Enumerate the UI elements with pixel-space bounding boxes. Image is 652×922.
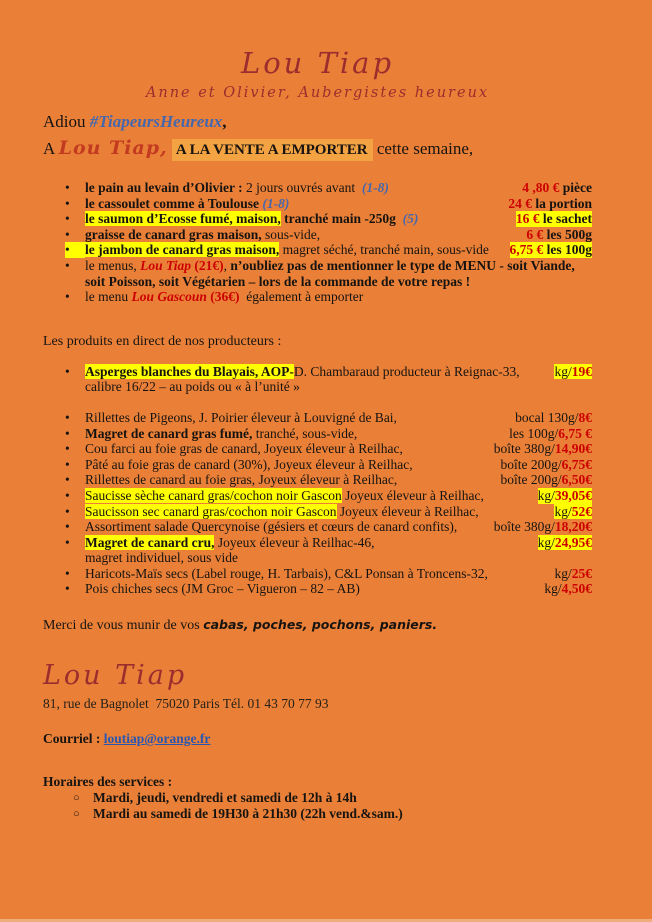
- text-segment: le pain au levain d’Olivier :: [85, 180, 243, 195]
- text-segment: Lou Tiap: [140, 257, 192, 273]
- text-segment: 16 €: [515, 211, 543, 227]
- bullet-icon: •: [65, 409, 70, 425]
- text-segment: également à emporter: [239, 289, 364, 305]
- bullet-icon: •: [65, 425, 70, 441]
- item-text: [85, 180, 516, 196]
- text-segment: kg/: [554, 565, 572, 581]
- bullet-icon: •: [65, 226, 70, 242]
- text-segment: A LA VENTE A EMPORTER: [172, 139, 373, 161]
- text-segment: les 100g/: [509, 425, 559, 441]
- bullet-icon: •: [65, 487, 70, 503]
- text-segment: Saucisse sèche canard gras/cochon noir Gascon: [85, 487, 342, 503]
- text-segment: bocal 130g/: [515, 409, 579, 425]
- text-segment: Magret de canard gras fumé,: [85, 425, 253, 441]
- price: [554, 364, 592, 380]
- item-text: [85, 457, 495, 473]
- text-segment: 25€: [571, 565, 592, 581]
- text-segment: kg/: [554, 503, 572, 519]
- price: [501, 472, 593, 488]
- text-segment: 24 €: [508, 195, 536, 211]
- text-segment: la portion: [535, 195, 592, 211]
- list-item: [43, 211, 592, 227]
- text-segment: 8€: [578, 409, 592, 425]
- text-segment: #TiapeursHeureux: [89, 112, 223, 131]
- text-segment: Pâté au foie gras de canard (30%), Joyeux éleveur à Reilhac,: [85, 456, 413, 472]
- list-item: [43, 488, 592, 504]
- circle-bullet-icon: ○: [73, 808, 80, 821]
- text-segment: le saumon d’Ecosse fumé, maison,: [85, 211, 281, 227]
- greeting-line1: [43, 111, 592, 133]
- address-line: 81, rue de Bagnolet 75020 Paris Tél. 01 43 70 77 93: [43, 696, 329, 712]
- text-segment: (36€): [206, 289, 240, 305]
- text-segment: tranché, sous-vide,: [252, 425, 358, 441]
- price: [554, 504, 592, 520]
- list-item: [43, 535, 592, 566]
- text-segment: Rillettes de Pigeons, J. Poirier éleveur à Louvigné de Bai,: [85, 409, 397, 425]
- text-segment: kg/: [554, 363, 572, 379]
- item-text: [85, 581, 538, 597]
- price: [494, 441, 592, 457]
- text-segment: 6,75 €: [509, 242, 547, 258]
- text-segment: les 100g: [546, 242, 592, 258]
- text-segment: 2 jours ouvrés avant: [242, 180, 362, 195]
- email-label: Courriel :: [43, 731, 104, 747]
- price: [501, 457, 593, 473]
- text-segment: cabas, poches, pochons, paniers.: [203, 617, 438, 633]
- item-text: [85, 211, 510, 227]
- text-segment: boîte 380g/: [493, 441, 555, 457]
- text-segment: le menus,: [85, 257, 141, 273]
- price: [538, 488, 592, 504]
- footer-brand: Lou Tiap: [43, 660, 188, 692]
- producers-intro: Les produits en direct de nos producteurs :: [43, 333, 282, 349]
- text-segment: (21€): [191, 257, 224, 273]
- list-item: [43, 410, 592, 426]
- item-text: [85, 364, 548, 395]
- text-segment: 18,20€: [554, 519, 592, 535]
- price: [508, 196, 592, 212]
- bullet-icon: •: [65, 581, 70, 597]
- greeting-line2: [43, 135, 592, 163]
- price: [510, 242, 593, 258]
- text-segment: 52€: [571, 503, 592, 519]
- page-title: Lou Tiap: [240, 46, 395, 80]
- price: [516, 211, 592, 227]
- text-segment: 6 €: [526, 226, 547, 242]
- text-segment: A: [43, 139, 59, 158]
- text-segment: kg/: [537, 487, 555, 503]
- price: [554, 566, 592, 582]
- item-text: [85, 504, 548, 520]
- price: [509, 426, 592, 442]
- item-text: [85, 410, 509, 426]
- text-segment: kg/: [544, 581, 562, 597]
- text-segment: le cassoulet comme à Toulouse: [85, 195, 263, 211]
- bullet-icon: •: [65, 257, 70, 273]
- item-text: [85, 566, 548, 582]
- text-segment: 14,90€: [554, 441, 592, 457]
- text-segment: (5): [402, 211, 419, 227]
- price: [522, 180, 592, 196]
- text-segment: Cou farci au foie gras de canard, Joyeux éleveur à Reilhac,: [85, 441, 403, 457]
- price: [538, 535, 592, 551]
- text-segment: magret séché, tranché main, sous-vide: [279, 242, 489, 258]
- hours-item: [43, 806, 592, 822]
- hours-item: [43, 790, 592, 806]
- text-segment: le jambon de canard gras maison,: [85, 242, 280, 258]
- bullet-icon: •: [65, 472, 70, 488]
- list-item: [43, 472, 592, 488]
- item-text: [85, 488, 532, 504]
- price: [544, 581, 592, 597]
- text-segment: le sachet: [542, 211, 592, 227]
- text-segment: Magret de canard cru,: [85, 534, 215, 550]
- text-segment: 24,95€: [554, 534, 592, 550]
- price: [526, 227, 592, 243]
- list-item: [43, 566, 592, 582]
- list-item: [43, 180, 592, 196]
- merci-note: [43, 617, 592, 634]
- list-item: [43, 289, 592, 305]
- item-text: [85, 242, 504, 258]
- text-segment: Haricots-Maïs secs (Label rouge, H. Tarbais), C&L Ponsan à Troncens-32,: [85, 565, 488, 581]
- text-segment: Joyeux éleveur à Reilhac,: [336, 503, 479, 519]
- list-item: [43, 441, 592, 457]
- weekly-product-list: [43, 180, 592, 305]
- list-item: [43, 581, 592, 597]
- item-text: [85, 196, 502, 212]
- text-segment: Asperges blanches du Blayais, AOP-: [85, 363, 294, 379]
- text-segment: 4,50€: [561, 581, 592, 597]
- text-segment: ,: [223, 257, 231, 273]
- text-segment: 6,50€: [561, 472, 592, 488]
- text-segment: Lou Gascoun: [131, 289, 207, 305]
- bullet-icon: •: [65, 180, 70, 195]
- producers-product-list: [43, 364, 592, 597]
- list-item: [43, 457, 592, 473]
- text-segment: pièce: [562, 180, 592, 195]
- item-text-line2: magret individuel, sous vide: [85, 550, 238, 566]
- list-item: [43, 242, 592, 258]
- bullet-icon: •: [65, 534, 70, 550]
- list-item: [43, 258, 592, 289]
- text-segment: (1-8): [262, 195, 290, 211]
- text-segment: boîte 200g/: [500, 456, 562, 472]
- text-segment: D. Chambaraud producteur à Reignac-33,: [293, 363, 520, 379]
- email-link[interactable]: loutiap@orange.fr: [103, 731, 211, 747]
- text-segment: (1-8): [361, 180, 389, 195]
- text-segment: 6,75 €: [558, 425, 592, 441]
- hours-title: Horaires des services :: [43, 774, 173, 790]
- bullet-icon: •: [65, 195, 70, 211]
- bullet-icon: •: [65, 242, 85, 258]
- text-segment: graisse de canard gras maison,: [85, 226, 262, 242]
- item-text-line2: calibre 16/22 – au poids ou « à l’unité »: [85, 379, 300, 395]
- item-text: [85, 289, 592, 305]
- text-segment: boîte 200g/: [500, 472, 562, 488]
- text-segment: 4 ,80 €: [522, 180, 563, 195]
- bullet-icon: •: [65, 503, 70, 519]
- text-segment: Rillettes de canard au foie gras, Joyeux éleveur à Reilhac,: [85, 472, 398, 488]
- text-segment: Joyeux éleveur à Reilhac,: [341, 487, 484, 503]
- text-segment: Merci de vous munir de vos: [43, 618, 204, 634]
- text-segment: cette semaine,: [372, 139, 474, 158]
- item-text: [85, 535, 532, 566]
- item-text: [85, 519, 488, 535]
- circle-bullet-icon: ○: [73, 792, 80, 805]
- text-segment: Adiou: [43, 112, 90, 131]
- item-text: [85, 426, 503, 442]
- text-segment: 39,05€: [554, 487, 592, 503]
- hours-text: Mardi au samedi de 19H30 à 21h30 (22h vend.&sam.): [93, 806, 403, 822]
- text-segment: ,: [222, 112, 227, 131]
- bullet-icon: •: [65, 363, 70, 379]
- hours-text: Mardi, jeudi, vendredi et samedi de 12h à 14h: [93, 790, 357, 806]
- list-item: [43, 519, 592, 535]
- text-segment: les 500g: [546, 226, 592, 242]
- text-segment: n’oubliez pas de mentionner le type de MENU - soit Viande, soit Poisson, soit Végétarien – lors de la commande de votre repas !: [85, 257, 579, 289]
- item-text: [85, 472, 495, 488]
- list-item: [43, 426, 592, 442]
- bullet-icon: •: [65, 289, 70, 305]
- text-segment: sous-vide,: [261, 226, 321, 242]
- item-text: [85, 441, 488, 457]
- text-segment: Saucisson sec canard gras/cochon noir Gascon: [85, 503, 337, 519]
- text-segment: Pois chiches secs (JM Groc – Vigueron – 82 – AB): [85, 581, 360, 597]
- price: [494, 519, 592, 535]
- list-item: [43, 227, 592, 243]
- item-text: [85, 227, 520, 243]
- email-line: [43, 731, 592, 747]
- bullet-icon: •: [65, 519, 70, 535]
- list-item: [43, 196, 592, 212]
- text-segment: boîte 380g/: [493, 519, 555, 535]
- list-item: [43, 504, 592, 520]
- text-segment: Lou Tiap,: [58, 137, 168, 159]
- price: [515, 410, 592, 426]
- text-segment: 6,75€: [561, 456, 592, 472]
- text-segment: 19€: [571, 363, 592, 379]
- text-segment: Assortiment salade Quercynoise (gésiers et cœurs de canard confits),: [85, 519, 458, 535]
- text-segment: Joyeux éleveur à Reilhac-46,: [214, 534, 375, 550]
- bullet-icon: •: [65, 441, 70, 457]
- text-segment: tranché main -250g: [280, 211, 403, 227]
- text-segment: le menu: [85, 289, 132, 305]
- page-subtitle: Anne et Olivier, Aubergistes heureux: [145, 85, 490, 101]
- bullet-icon: •: [65, 565, 70, 581]
- bullet-icon: •: [65, 456, 70, 472]
- text-segment: kg/: [537, 534, 555, 550]
- bullet-icon: •: [65, 211, 70, 227]
- list-item: [43, 364, 592, 395]
- hours-list: [43, 790, 592, 822]
- item-text: [85, 258, 592, 289]
